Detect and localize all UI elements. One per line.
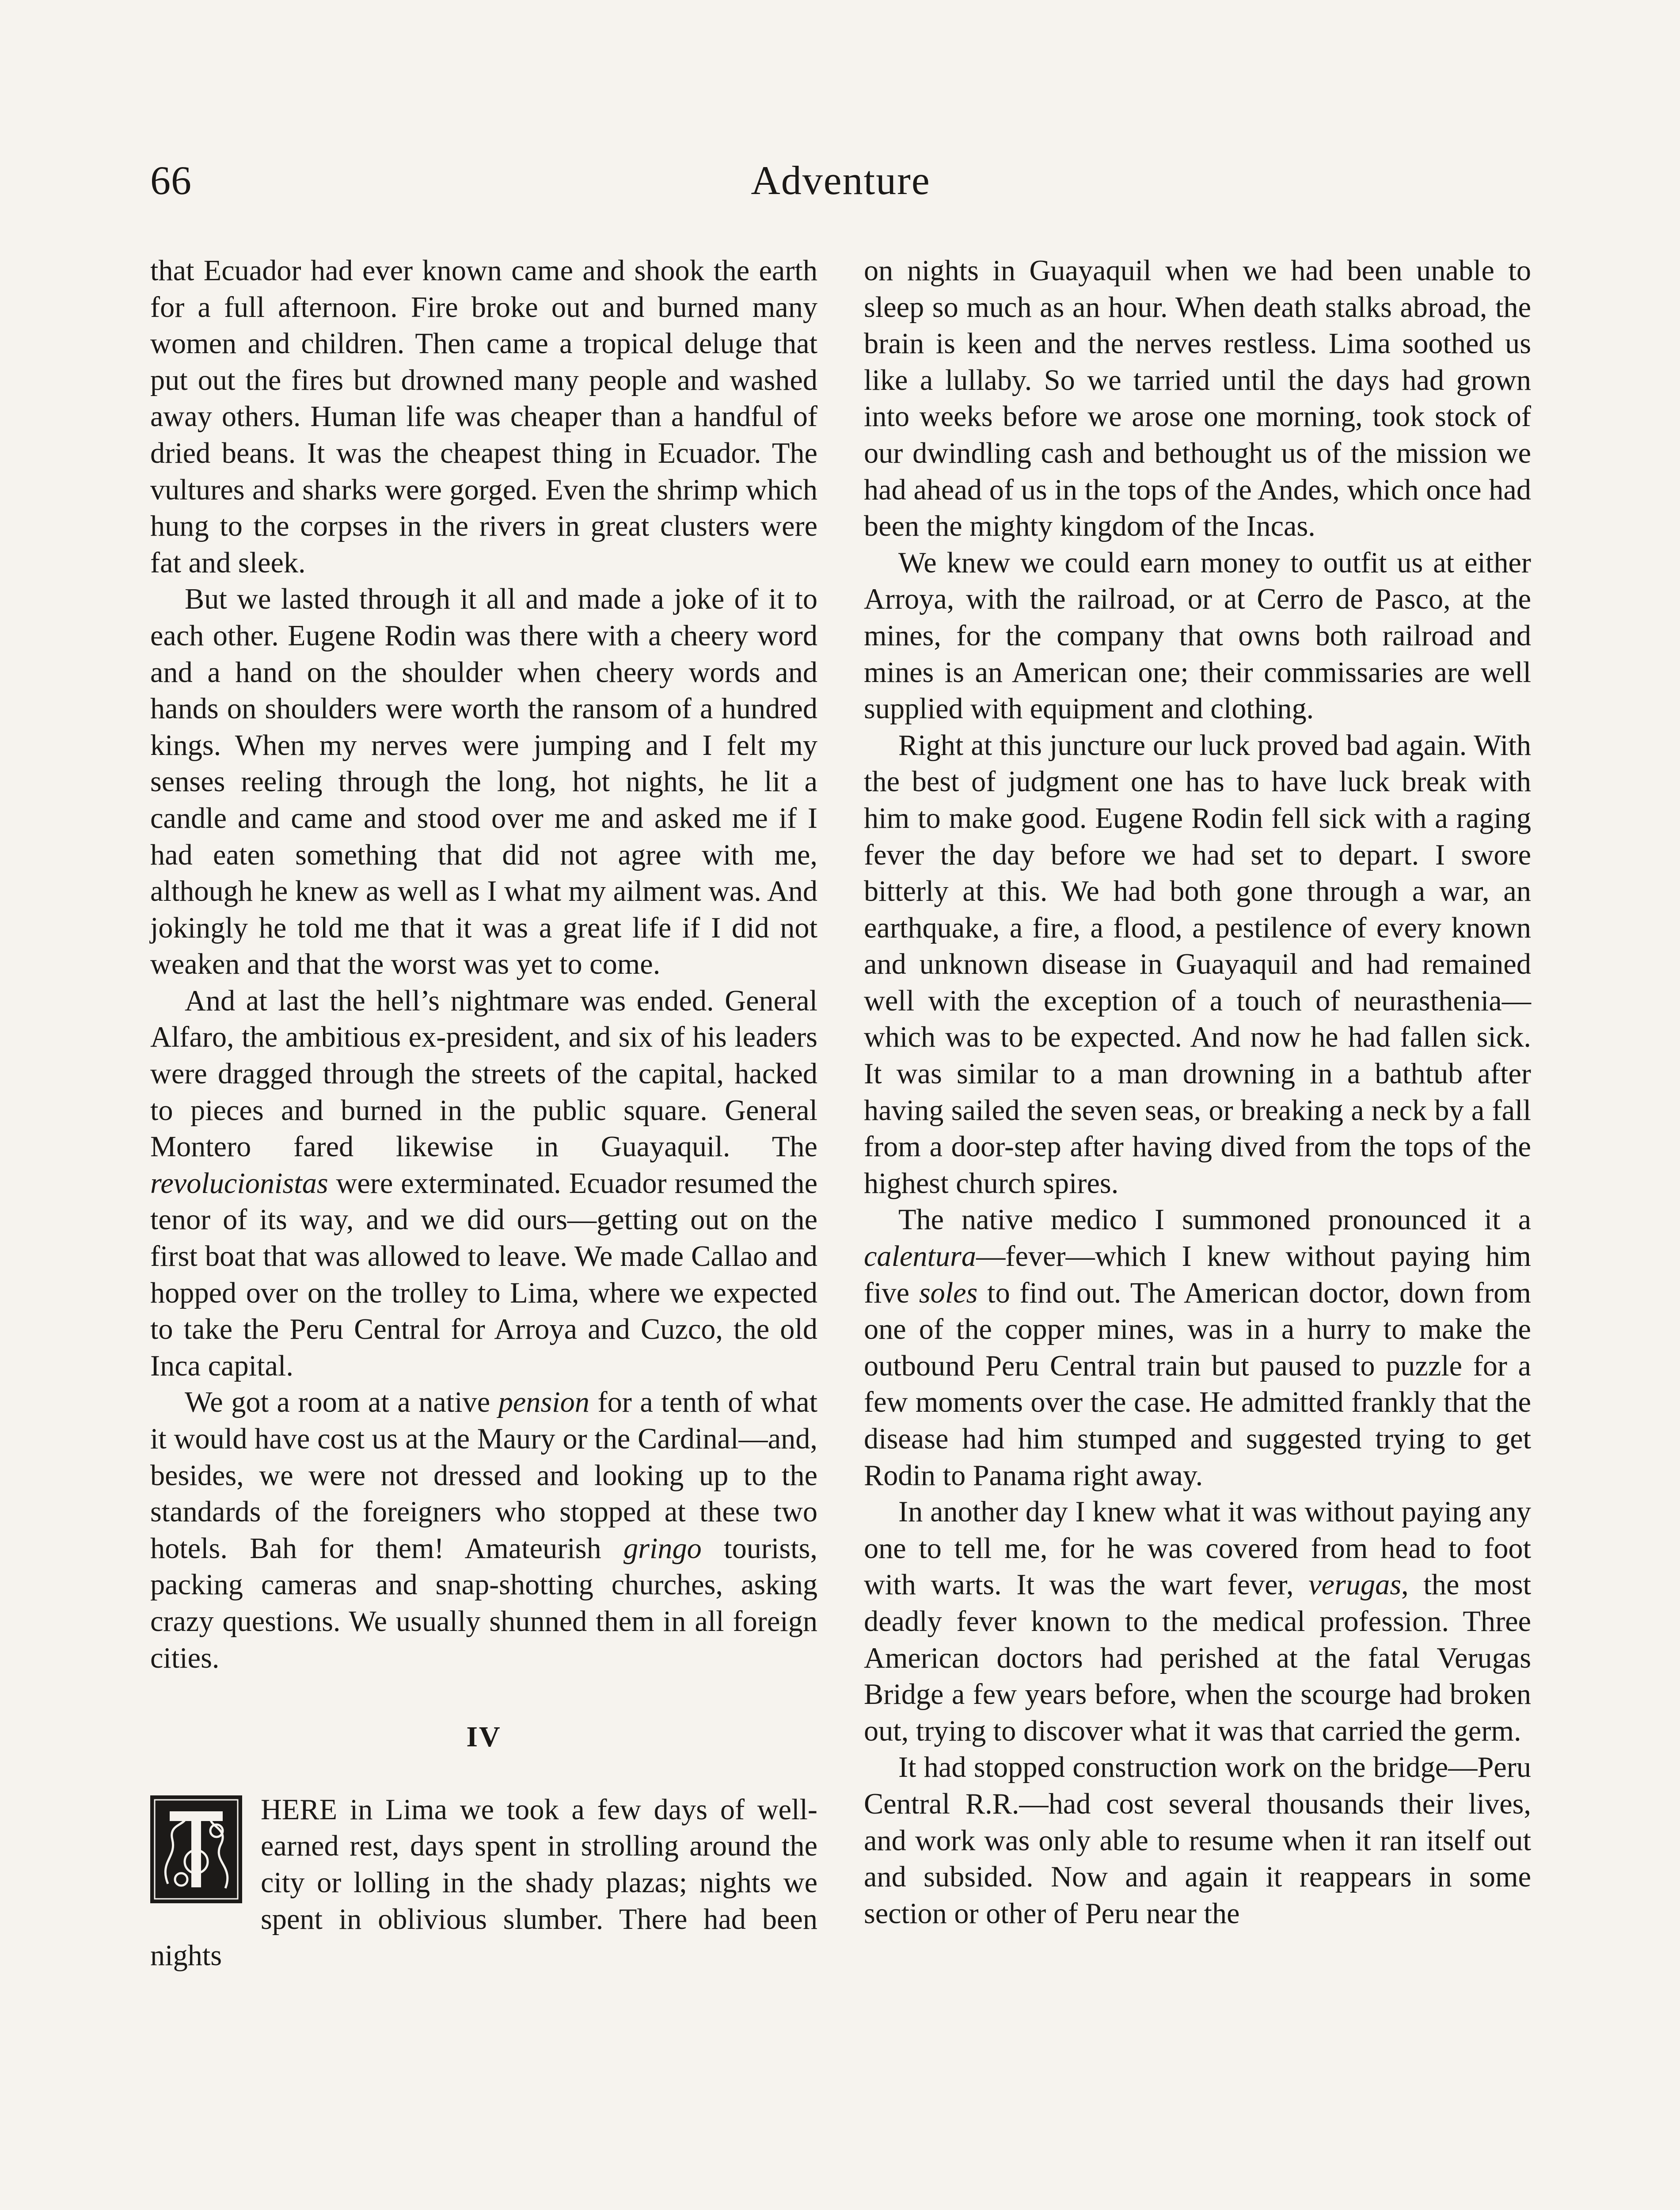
paragraph: And at last the hell’s nightmare was ended. General Alfaro, the ambitious ex-president, and six of his leaders were dragged through the streets of the capital, hacked to pieces and burned in the public square. General Montero fared likewise in Guayaquil. The revolucionistas were exterminated. Ecuador resumed the tenor of its way, and we did ours—getting out on the first boat that was allowed to leave. We made Callao and hopped over on the trolley to Lima, where we expected to take the Peru Central for Arroya and Cuzco, the old Inca capital. (150, 984, 817, 1382)
paragraph: We got a room at a native pension for a tenth of what it would have cost us at the Maury or the Cardinal—and, besides, we were not dressed and looking up to the standards of the foreigners who stopped at these two hotels. Bah for them! Amateurish gringo tourists, packing cameras and snap-shotting churches, asking crazy questions. We usually shunned them in all foreign cities. (150, 1386, 817, 1674)
running-title: Adventure (751, 158, 931, 203)
ornamental-initial-T-icon (150, 1795, 242, 1903)
paragraph-with-dropcap: HERE in Lima we took a few days of well-earned rest, days spent in strolling around the city or lolling in the shady plazas; nights we spent in oblivious slumber. There had been nights (150, 1793, 817, 1972)
left-column (150, 253, 817, 1974)
paragraph: The native medico I summoned pronounced it a calentura—fever—which I knew without paying him five soles to find out. The American doctor, down from one of the copper mines, was in a hurry to make the outbound Peru Central train but paused to puzzle for a few moments over the case. He admitted frankly that the disease had him stumped and suggested trying to get Rodin to Panama right away. (864, 1204, 1531, 1492)
section-heading: IV (466, 1721, 502, 1753)
page-number: 66 (150, 158, 192, 203)
paragraph: that Ecuador had ever known came and shook the earth for a full afternoon. Fire broke out and burned many women and children. Then came a tropical deluge that put out the fires but drowned many people and washed away others. Human life was cheaper than a handful of dried beans. It was the cheapest thing in Ecuador. The vultures and sharks were gorged. Even the shrimp which hung to the corpses in the rivers in great clusters were fat and sleek. (150, 255, 817, 579)
paragraph: We knew we could earn money to outfit us at either Arroya, with the railroad, or at Cerro de Pasco, at the mines, for the company that owns both railroad and mines is an American one; their commissaries are well supplied with equipment and clothing. (864, 546, 1531, 725)
paragraph: It had stopped construction work on the bridge—Peru Central R.R.—had cost several thousands their lives, and work was only able to resume when it ran itself out and subsided. Now and again it reappears in some section or other of Peru near the (864, 1751, 1531, 1930)
paragraph: But we lasted through it all and made a joke of it to each other. Eugene Rodin was there with a cheery word and a hand on the shoulder when cheery words and hands on shoulders were worth the ransom of a hundred kings. When my nerves were jumping and I felt my senses reeling through the long, hot nights, he lit a candle and came and stood over me and asked me if I had eaten something that did not agree with me, although he knew as well as I what my ailment was. And jokingly he told me that it was a great life if I did not weaken and that the worst was yet to come. (150, 583, 817, 981)
right-column (864, 253, 1531, 1932)
page-header (150, 157, 1531, 214)
paragraph: Right at this juncture our luck proved bad again. With the best of judgment one has to have luck break with him to make good. Eugene Rodin fell sick with a raging fever the day before we had set to depart. I swore bitterly at this. We had both gone through a war, an earthquake, a fire, a flood, a pestilence of every known and unknown disease in Guayaquil and had remained well with the exception of a touch of neurasthenia—which was to be expected. And now he had fallen sick. It was similar to a man drowning in a bathtub after having sailed the seven seas, or breaking a neck by a fall from a door-step after having dived from the tops of the highest church spires. (864, 729, 1531, 1200)
paragraph: In another day I knew what it was without paying any one to tell me, for he was covered from head to foot with warts. It was the wart fever, verugas, the most deadly fever known to the medical profession. Three American doctors had perished at the fatal Verugas Bridge a few years before, when the scourge had broken out, trying to discover what it was that carried the germ. (864, 1496, 1531, 1747)
paragraph: on nights in Guayaquil when we had been unable to sleep so much as an hour. When death stalks abroad, the brain is keen and the nerves restless. Lima soothed us like a lullaby. So we tarried until the days had grown into weeks before we arose one morning, took stock of our dwindling cash and bethought us of the mission we had ahead of us in the tops of the Andes, which once had been the mighty kingdom of the Incas. (864, 255, 1531, 543)
